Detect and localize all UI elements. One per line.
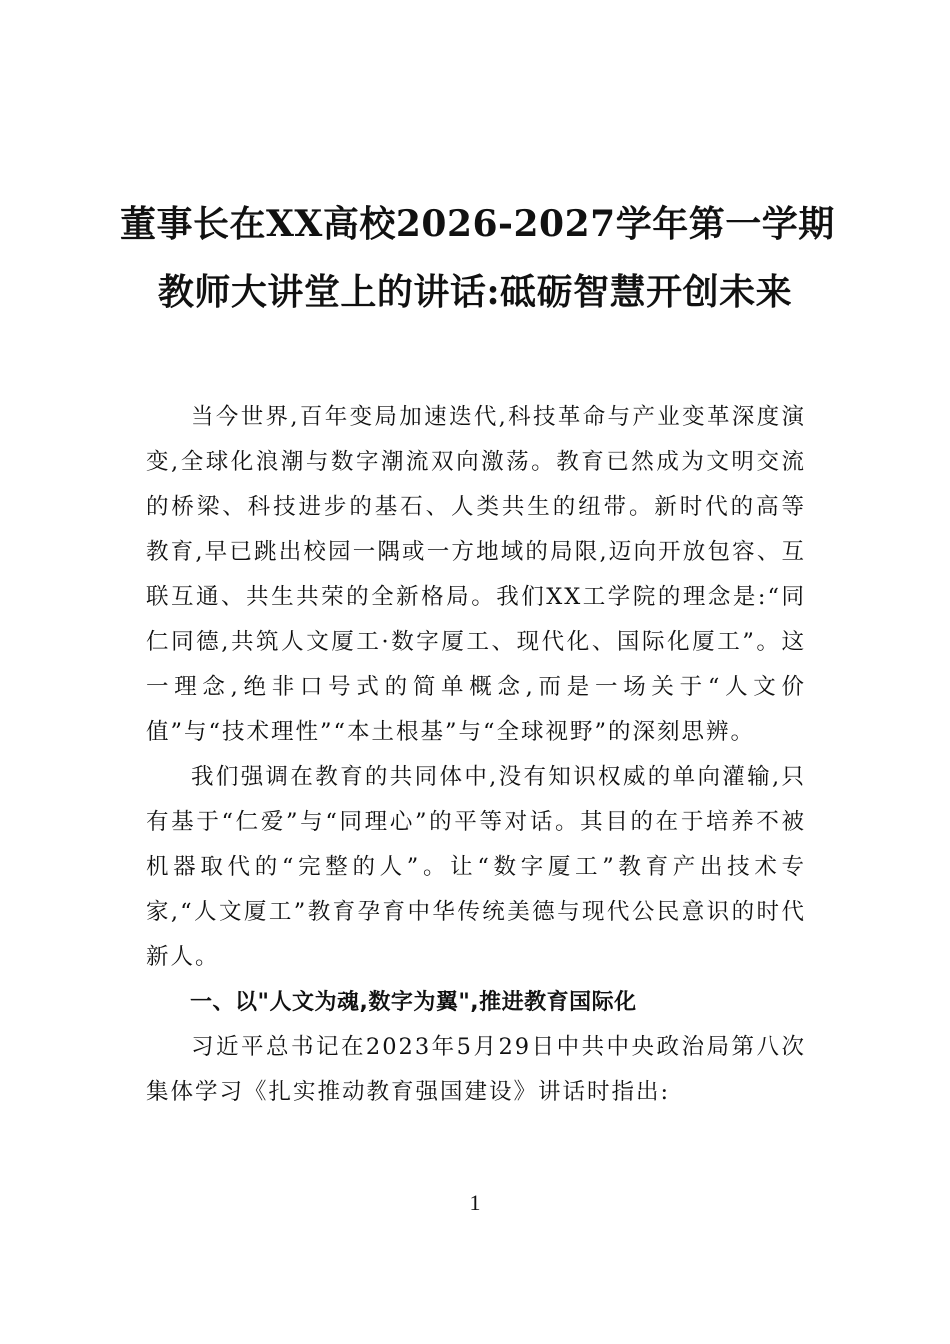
section-heading: 一、以"人文为魂,数字为翼",推进教育国际化: [190, 990, 637, 1015]
title-line-2: 教师大讲堂上的讲话:砥砺智慧开创未来: [157, 271, 793, 313]
page-number: 1: [469, 1190, 481, 1215]
document-body: [146, 395, 806, 1115]
title-line-1: 董事长在XX高校2026-2027学年第一学期: [120, 203, 835, 245]
paragraph-2: 我们强调在教育的共同体中,没有知识权威的单向灌输,只有基于“仁爱”与“同理心”的平等对话。其目的在于培养不被机器取代的“完整的人”。让“数字厦工”教育产出技术专家,“人文厦工”教育孕育中华传统美德与现代公民意识的时代新人。: [146, 764, 806, 970]
paragraph-1: 当今世界,百年变局加速迭代,科技革命与产业变革深度演变,全球化浪潮与数字潮流双向激荡。教育已然成为文明交流的桥梁、科技进步的基石、人类共生的纽带。新时代的高等教育,早已跳出校园一隅或一方地域的局限,迈向开放包容、互联互通、共生共荣的全新格局。我们XX工学院的理念是:“同仁同德,共筑人文厦工·数字厦工、现代化、国际化厦工”。这一理念,绝非口号式的简单概念,而是一场关于“人文价值”与“技术理性”“本土根基”与“全球视野”的深刻思辨。: [146, 404, 806, 745]
document-title: [120, 190, 835, 326]
paragraph-3: 习近平总书记在2023年5月29日中共中央政治局第八次集体学习《扎实推动教育强国建设》讲话时指出:: [146, 1034, 806, 1105]
